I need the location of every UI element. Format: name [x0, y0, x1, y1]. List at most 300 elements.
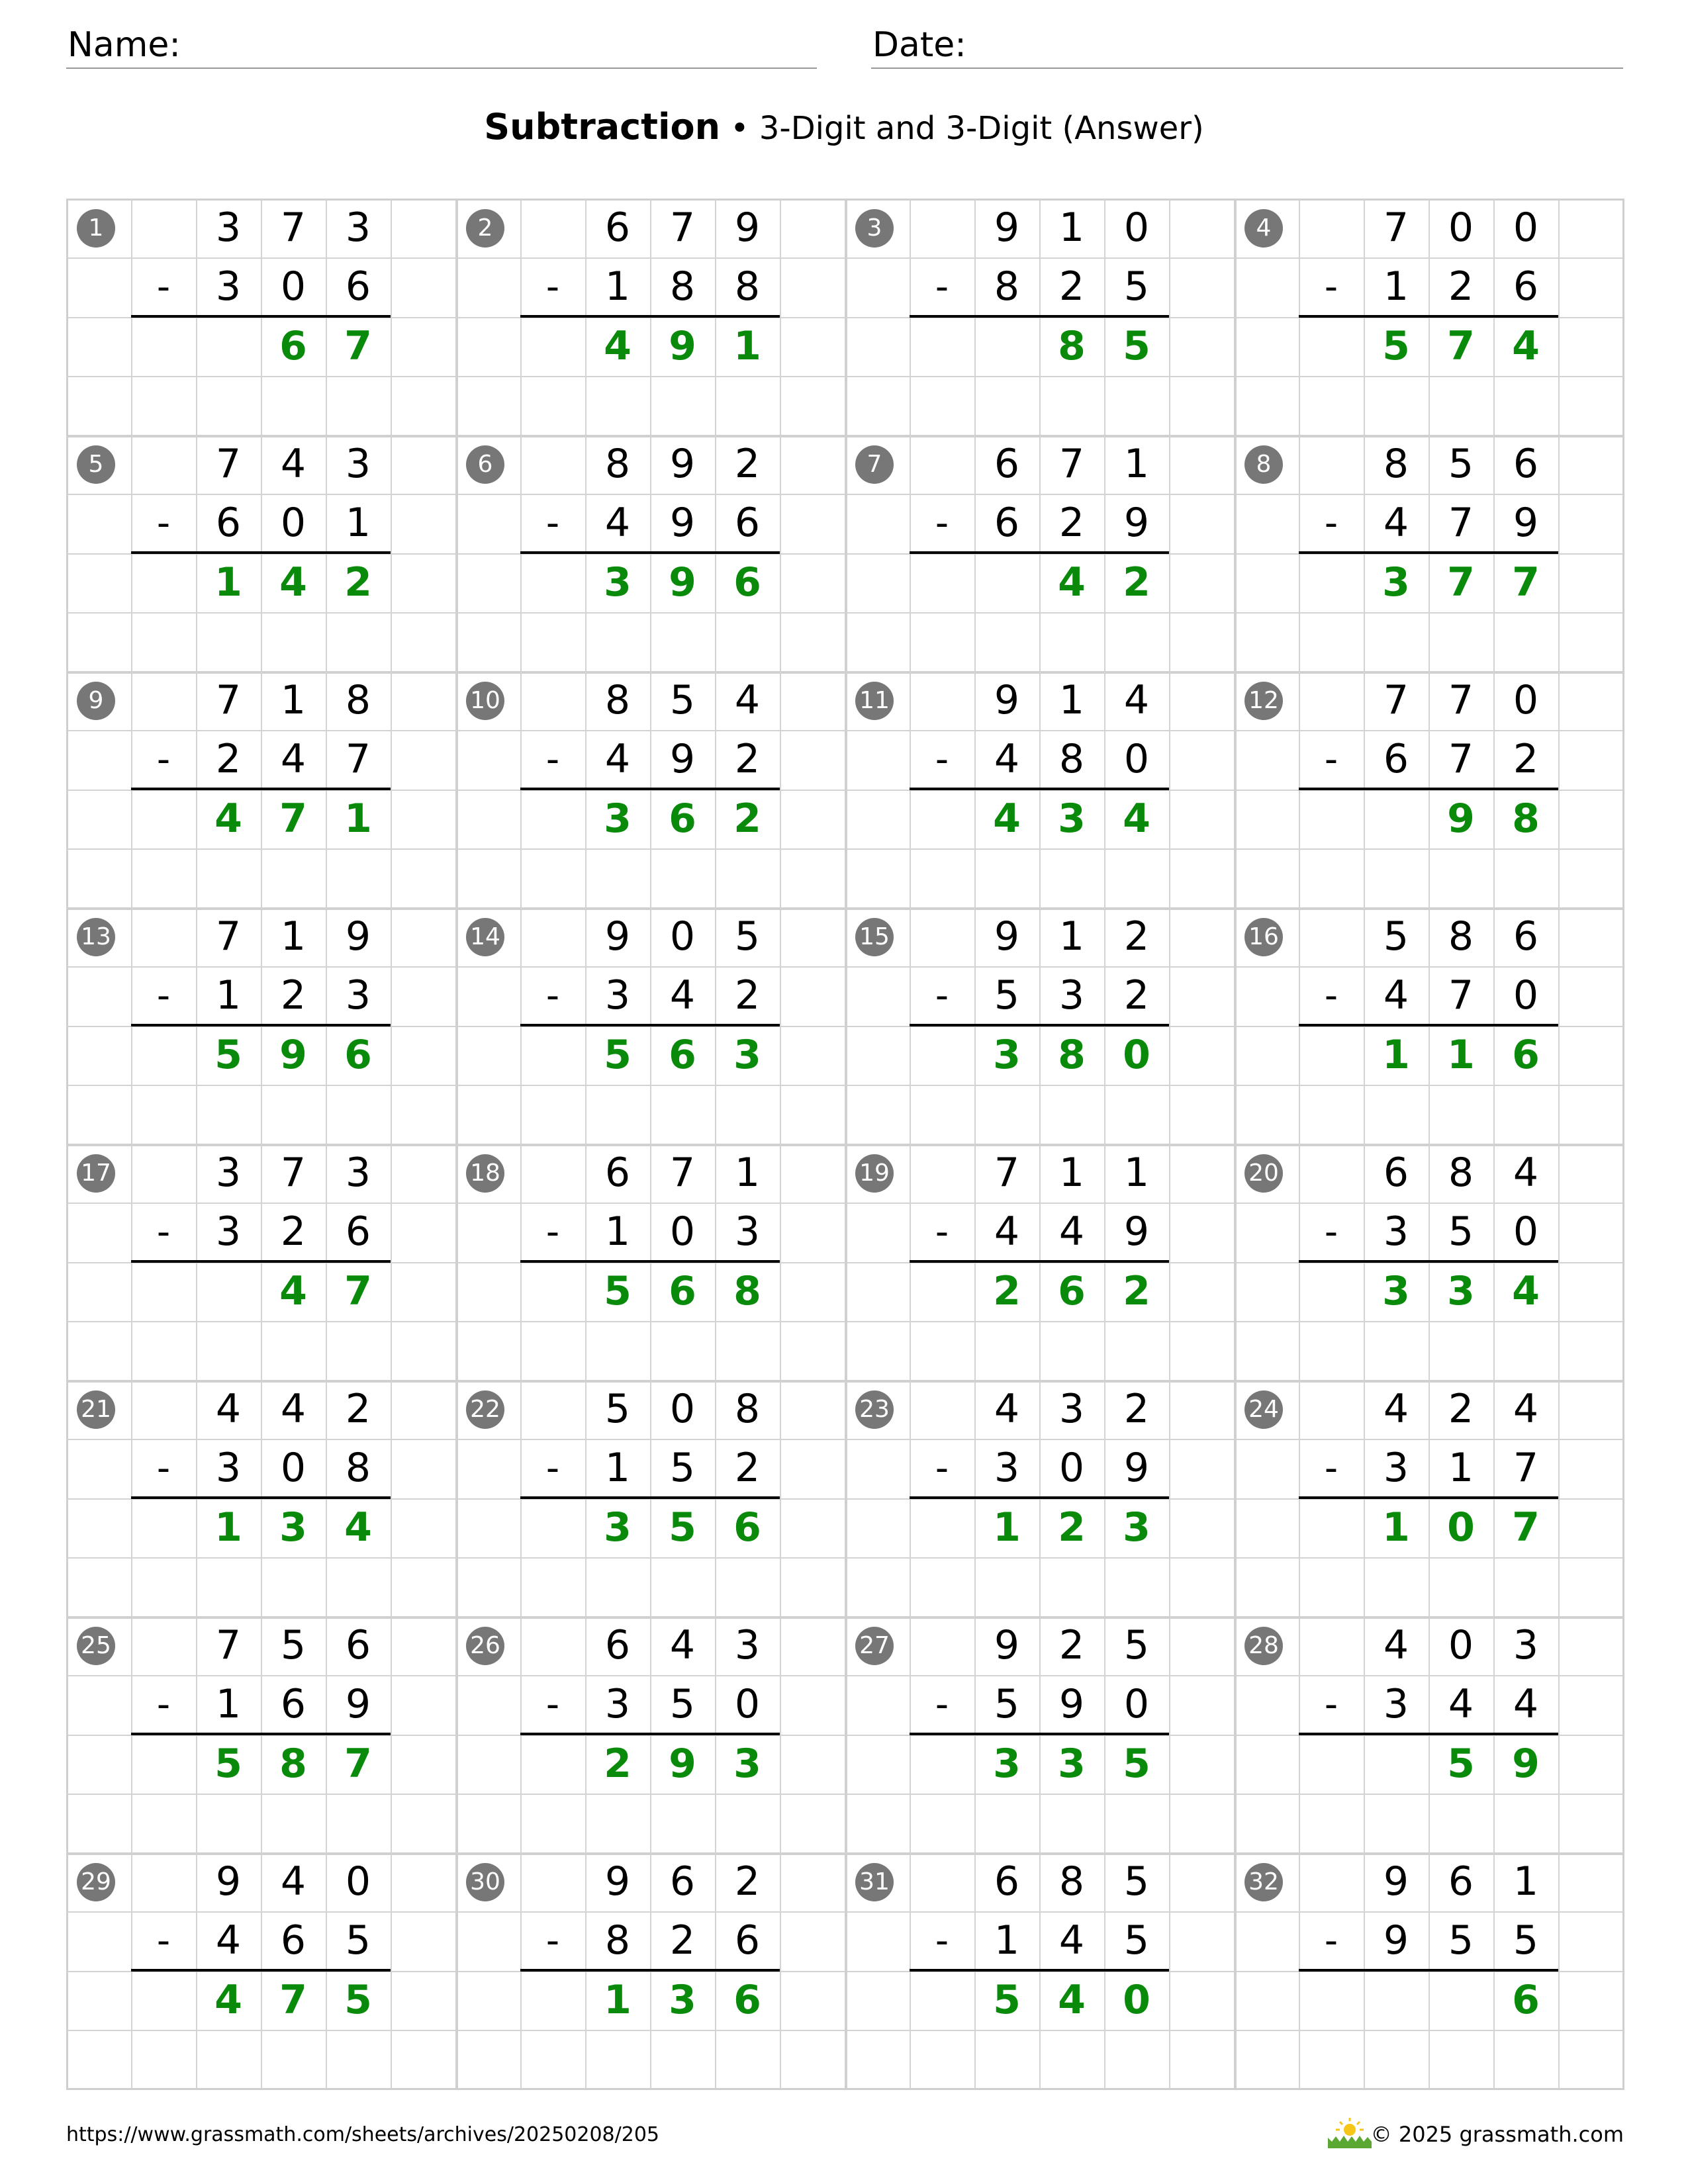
answer-digit: 7 [1447, 559, 1475, 606]
minus-sign: - [545, 738, 560, 782]
title-sub: • 3-Digit and 3-Digit (Answer) [720, 110, 1204, 147]
digit: 4 [669, 1622, 696, 1668]
digit: 5 [1448, 1208, 1474, 1255]
answer-digit: 5 [1123, 1740, 1150, 1787]
digit: 9 [604, 913, 631, 960]
problem-number-badge: 21 [77, 1390, 115, 1429]
problem-23 [845, 1380, 1234, 1616]
digit: 4 [734, 677, 761, 723]
problem-29 [66, 1852, 455, 2089]
answer-digit: 2 [1058, 1504, 1086, 1551]
digit: 3 [215, 263, 242, 310]
problem-number-badge: 16 [1244, 918, 1283, 956]
footer-url[interactable]: https://www.grassmath.com/sheets/archives/20250208/205 [66, 2123, 660, 2146]
digit: 4 [994, 1386, 1020, 1432]
minus-sign: - [935, 974, 949, 1018]
digit: 7 [1448, 677, 1474, 723]
answer-digit: 9 [1512, 1740, 1540, 1787]
digit: 9 [669, 441, 696, 487]
digit: 0 [280, 263, 306, 310]
answer-digit: 6 [669, 1031, 696, 1078]
problem-27 [845, 1616, 1234, 1852]
digit: 8 [734, 1386, 761, 1432]
digit: 2 [1123, 1386, 1150, 1432]
minus-sign: - [1324, 974, 1338, 1018]
digit: 5 [1383, 913, 1409, 960]
answer-digit: 3 [279, 1504, 307, 1551]
problem-10 [455, 671, 845, 907]
answer-digit: 9 [669, 1740, 696, 1787]
digit: 4 [1513, 1150, 1539, 1196]
digit: 3 [734, 1208, 761, 1255]
digit: 3 [345, 1150, 371, 1196]
digit: 9 [1123, 1445, 1150, 1492]
digit: 6 [1513, 441, 1539, 487]
problem-26 [455, 1616, 845, 1852]
answer-digit: 5 [604, 1031, 632, 1078]
digit: 4 [1383, 500, 1409, 547]
answer-digit: 6 [279, 322, 307, 369]
answer-digit: 6 [733, 1504, 761, 1551]
problem-number-badge: 29 [77, 1863, 115, 1901]
answer-digit: 6 [1058, 1267, 1086, 1314]
answer-digit: 5 [669, 1504, 696, 1551]
digit: 7 [1383, 205, 1409, 251]
problem-15 [845, 907, 1234, 1144]
digit: 6 [280, 1681, 306, 1728]
digit: 6 [994, 500, 1020, 547]
digit: 9 [1123, 500, 1150, 547]
digit: 3 [345, 972, 371, 1019]
digit: 8 [1383, 441, 1409, 487]
problem-12 [1234, 671, 1623, 907]
digit: 7 [1513, 1445, 1539, 1492]
answer-digit: 1 [604, 1976, 632, 2023]
answer-digit: 4 [1058, 559, 1086, 606]
problem-number-badge: 6 [466, 445, 504, 484]
answer-digit: 6 [669, 795, 696, 842]
digit: 0 [1448, 1622, 1474, 1668]
problem-4 [1234, 199, 1623, 435]
digit: 2 [345, 1386, 371, 1432]
digit: 3 [604, 972, 631, 1019]
digit: 1 [1448, 1445, 1474, 1492]
digit: 2 [734, 736, 761, 783]
digit: 1 [280, 677, 306, 723]
digit: 4 [1513, 1681, 1539, 1728]
digit: 3 [215, 1208, 242, 1255]
digit: 1 [1058, 205, 1085, 251]
digit: 7 [215, 1622, 242, 1668]
digit: 7 [215, 677, 242, 723]
answer-digit: 1 [993, 1504, 1021, 1551]
digit: 8 [345, 1445, 371, 1492]
minus-sign: - [156, 502, 171, 545]
problem-number-badge: 32 [1244, 1863, 1283, 1901]
problem-number-badge: 4 [1244, 209, 1283, 248]
answer-digit: 2 [733, 795, 761, 842]
minus-sign: - [1324, 265, 1338, 309]
digit: 7 [280, 1150, 306, 1196]
name-field[interactable] [66, 20, 817, 69]
answer-digit: 5 [214, 1031, 242, 1078]
answer-digit: 3 [733, 1740, 761, 1787]
minus-sign: - [545, 1447, 560, 1490]
digit: 3 [604, 1681, 631, 1728]
problem-number-badge: 15 [855, 918, 894, 956]
problem-3 [845, 199, 1234, 435]
digit: 7 [994, 1150, 1020, 1196]
digit: 7 [345, 736, 371, 783]
digit: 5 [994, 1681, 1020, 1728]
answer-digit: 4 [604, 322, 632, 369]
answer-digit: 4 [1123, 795, 1150, 842]
digit: 5 [1448, 1917, 1474, 1964]
answer-digit: 5 [1382, 322, 1410, 369]
digit: 2 [1058, 1622, 1085, 1668]
problem-number-badge: 20 [1244, 1154, 1283, 1193]
digit: 6 [1383, 1150, 1409, 1196]
digit: 5 [669, 677, 696, 723]
answer-digit: 3 [604, 795, 632, 842]
title-main: Subtraction [484, 106, 721, 148]
answer-digit: 2 [604, 1740, 632, 1787]
digit: 0 [1123, 205, 1150, 251]
digit: 2 [1123, 972, 1150, 1019]
digit: 6 [1383, 736, 1409, 783]
digit: 5 [345, 1917, 371, 1964]
digit: 4 [994, 736, 1020, 783]
problem-number-badge: 10 [466, 682, 504, 720]
digit: 4 [215, 1386, 242, 1432]
minus-sign: - [156, 738, 171, 782]
digit: 3 [994, 1445, 1020, 1492]
digit: 4 [1123, 677, 1150, 723]
footer-copyright: © 2025 grassmath.com [1370, 2122, 1624, 2147]
answer-digit: 4 [214, 1976, 242, 2023]
answer-digit: 0 [1123, 1031, 1150, 1078]
digit: 7 [215, 441, 242, 487]
answer-digit: 4 [1512, 322, 1540, 369]
minus-sign: - [156, 1210, 171, 1254]
digit: 7 [1448, 736, 1474, 783]
digit: 4 [1383, 972, 1409, 1019]
answer-digit: 5 [1447, 1740, 1475, 1787]
digit: 8 [669, 263, 696, 310]
problem-14 [455, 907, 845, 1144]
problem-number-badge: 19 [855, 1154, 894, 1193]
digit: 9 [669, 500, 696, 547]
minus-sign: - [545, 1919, 560, 1963]
problem-1 [66, 199, 455, 435]
digit: 5 [1123, 263, 1150, 310]
digit: 0 [734, 1681, 761, 1728]
digit: 3 [734, 1622, 761, 1668]
digit: 5 [280, 1622, 306, 1668]
digit: 9 [994, 205, 1020, 251]
digit: 2 [669, 1917, 696, 1964]
minus-sign: - [935, 502, 949, 545]
minus-sign: - [156, 1919, 171, 1963]
digit: 2 [734, 972, 761, 1019]
problem-number-badge: 1 [77, 209, 115, 248]
problem-32 [1234, 1852, 1623, 2089]
digit: 0 [669, 1208, 696, 1255]
digit: 6 [734, 1917, 761, 1964]
digit: 4 [604, 736, 631, 783]
digit: 3 [215, 205, 242, 251]
answer-digit: 3 [669, 1976, 696, 2023]
problem-number-badge: 18 [466, 1154, 504, 1193]
answer-digit: 7 [279, 1976, 307, 2023]
problem-number-badge: 9 [77, 682, 115, 720]
digit: 4 [669, 972, 696, 1019]
problem-number-badge: 22 [466, 1390, 504, 1429]
problem-grid [66, 199, 1623, 2089]
digit: 9 [994, 913, 1020, 960]
digit: 9 [345, 913, 371, 960]
problem-number-badge: 7 [855, 445, 894, 484]
answer-digit: 9 [669, 559, 696, 606]
digit: 9 [1383, 1917, 1409, 1964]
minus-sign: - [156, 265, 171, 309]
minus-sign: - [1324, 738, 1338, 782]
digit: 4 [994, 1208, 1020, 1255]
digit: 7 [669, 205, 696, 251]
digit: 5 [1123, 1858, 1150, 1905]
digit: 8 [604, 677, 631, 723]
problem-number-badge: 3 [855, 209, 894, 248]
problem-number-badge: 8 [1244, 445, 1283, 484]
digit: 0 [280, 1445, 306, 1492]
answer-digit: 1 [1447, 1031, 1475, 1078]
problem-7 [845, 435, 1234, 671]
answer-digit: 4 [344, 1504, 372, 1551]
answer-digit: 0 [1447, 1504, 1475, 1551]
digit: 1 [604, 1208, 631, 1255]
digit: 3 [345, 441, 371, 487]
digit: 5 [669, 1445, 696, 1492]
digit: 6 [994, 441, 1020, 487]
answer-digit: 3 [604, 559, 632, 606]
answer-digit: 4 [1058, 1976, 1086, 2023]
digit: 5 [1513, 1917, 1539, 1964]
answer-digit: 5 [214, 1740, 242, 1787]
digit: 3 [345, 205, 371, 251]
minus-sign: - [156, 974, 171, 1018]
digit: 1 [345, 500, 371, 547]
digit: 4 [280, 1858, 306, 1905]
answer-digit: 1 [1382, 1031, 1410, 1078]
digit: 1 [1123, 441, 1150, 487]
problem-2 [455, 199, 845, 435]
minus-sign: - [935, 265, 949, 309]
digit: 9 [345, 1681, 371, 1728]
digit: 3 [1058, 972, 1085, 1019]
answer-digit: 3 [1382, 1267, 1410, 1314]
digit: 6 [1513, 913, 1539, 960]
minus-sign: - [1324, 502, 1338, 545]
digit: 6 [604, 1622, 631, 1668]
digit: 4 [1058, 1208, 1085, 1255]
digit: 9 [1058, 1681, 1085, 1728]
answer-digit: 5 [993, 1976, 1021, 2023]
digit: 0 [1513, 205, 1539, 251]
minus-sign: - [545, 265, 560, 309]
digit: 7 [1448, 500, 1474, 547]
digit: 9 [604, 1858, 631, 1905]
answer-digit: 1 [214, 1504, 242, 1551]
problem-number-badge: 14 [466, 918, 504, 956]
answer-digit: 8 [1058, 322, 1086, 369]
digit: 5 [734, 913, 761, 960]
digit: 4 [280, 441, 306, 487]
problem-20 [1234, 1144, 1623, 1380]
answer-digit: 9 [1447, 795, 1475, 842]
answer-digit: 3 [1123, 1504, 1150, 1551]
digit: 6 [669, 1858, 696, 1905]
minus-sign: - [1324, 1919, 1338, 1963]
digit: 1 [734, 1150, 761, 1196]
digit: 4 [1448, 1681, 1474, 1728]
problem-number-badge: 13 [77, 918, 115, 956]
answer-digit: 0 [1123, 1976, 1150, 2023]
problem-number-badge: 28 [1244, 1627, 1283, 1665]
digit: 2 [215, 736, 242, 783]
digit: 8 [1448, 913, 1474, 960]
answer-digit: 3 [1447, 1267, 1475, 1314]
digit: 5 [1123, 1622, 1150, 1668]
digit: 1 [1058, 677, 1085, 723]
digit: 3 [1383, 1681, 1409, 1728]
digit: 0 [345, 1858, 371, 1905]
answer-digit: 8 [733, 1267, 761, 1314]
digit: 4 [280, 736, 306, 783]
problem-5 [66, 435, 455, 671]
digit: 6 [604, 1150, 631, 1196]
digit: 6 [345, 263, 371, 310]
digit: 6 [994, 1858, 1020, 1905]
answer-digit: 3 [1058, 795, 1086, 842]
digit: 9 [994, 1622, 1020, 1668]
answer-digit: 3 [733, 1031, 761, 1078]
answer-digit: 8 [1512, 795, 1540, 842]
date-field[interactable] [871, 20, 1623, 69]
answer-digit: 7 [1512, 559, 1540, 606]
minus-sign: - [156, 1447, 171, 1490]
minus-sign: - [545, 974, 560, 1018]
answer-digit: 7 [279, 795, 307, 842]
digit: 2 [734, 1858, 761, 1905]
worksheet-title [0, 106, 1688, 148]
answer-digit: 4 [1512, 1267, 1540, 1314]
digit: 4 [1383, 1386, 1409, 1432]
answer-digit: 5 [604, 1267, 632, 1314]
digit: 8 [994, 263, 1020, 310]
answer-digit: 5 [344, 1976, 372, 2023]
digit: 0 [669, 1386, 696, 1432]
digit: 1 [1123, 1150, 1150, 1196]
problem-22 [455, 1380, 845, 1616]
problem-number-badge: 25 [77, 1627, 115, 1665]
digit: 8 [345, 677, 371, 723]
digit: 2 [1448, 1386, 1474, 1432]
digit: 0 [669, 913, 696, 960]
minus-sign: - [935, 1210, 949, 1254]
problem-number-badge: 17 [77, 1154, 115, 1193]
digit: 2 [280, 1208, 306, 1255]
problem-24 [1234, 1380, 1623, 1616]
answer-digit: 1 [344, 795, 372, 842]
digit: 1 [994, 1917, 1020, 1964]
answer-digit: 5 [1123, 322, 1150, 369]
problem-number-badge: 12 [1244, 682, 1283, 720]
problem-number-badge: 23 [855, 1390, 894, 1429]
answer-digit: 3 [1058, 1740, 1086, 1787]
problem-13 [66, 907, 455, 1144]
digit: 8 [604, 1917, 631, 1964]
problem-21 [66, 1380, 455, 1616]
grass-sun-logo-icon [1327, 2115, 1373, 2150]
digit: 0 [1448, 205, 1474, 251]
digit: 6 [345, 1622, 371, 1668]
name-label: Name: [68, 25, 181, 65]
problem-8 [1234, 435, 1623, 671]
digit: 3 [1383, 1208, 1409, 1255]
answer-digit: 1 [1382, 1504, 1410, 1551]
digit: 5 [1123, 1917, 1150, 1964]
problem-6 [455, 435, 845, 671]
digit: 1 [1383, 263, 1409, 310]
minus-sign: - [1324, 1210, 1338, 1254]
digit: 7 [1383, 677, 1409, 723]
answer-digit: 3 [1382, 559, 1410, 606]
digit: 6 [1448, 1858, 1474, 1905]
digit: 6 [345, 1208, 371, 1255]
minus-sign: - [935, 738, 949, 782]
problem-number-badge: 11 [855, 682, 894, 720]
answer-digit: 8 [279, 1740, 307, 1787]
digit: 4 [1058, 1917, 1085, 1964]
problem-25 [66, 1616, 455, 1852]
problem-number-badge: 31 [855, 1863, 894, 1901]
answer-digit: 4 [214, 795, 242, 842]
problem-number-badge: 30 [466, 1863, 504, 1901]
digit: 2 [734, 441, 761, 487]
digit: 3 [1383, 1445, 1409, 1492]
digit: 2 [1513, 736, 1539, 783]
digit: 2 [734, 1445, 761, 1492]
answer-digit: 1 [214, 559, 242, 606]
minus-sign: - [545, 1210, 560, 1254]
digit: 0 [1123, 736, 1150, 783]
digit: 4 [1513, 1386, 1539, 1432]
problem-9 [66, 671, 455, 907]
digit: 6 [1513, 263, 1539, 310]
digit: 9 [215, 1858, 242, 1905]
digit: 5 [604, 1386, 631, 1432]
answer-digit: 2 [344, 559, 372, 606]
minus-sign: - [935, 1447, 949, 1490]
digit: 8 [1058, 1858, 1085, 1905]
answer-digit: 4 [279, 1267, 307, 1314]
answer-digit: 8 [1058, 1031, 1086, 1078]
answer-digit: 3 [993, 1031, 1021, 1078]
digit: 4 [604, 500, 631, 547]
digit: 6 [215, 500, 242, 547]
digit: 9 [1383, 1858, 1409, 1905]
digit: 3 [1058, 1386, 1085, 1432]
